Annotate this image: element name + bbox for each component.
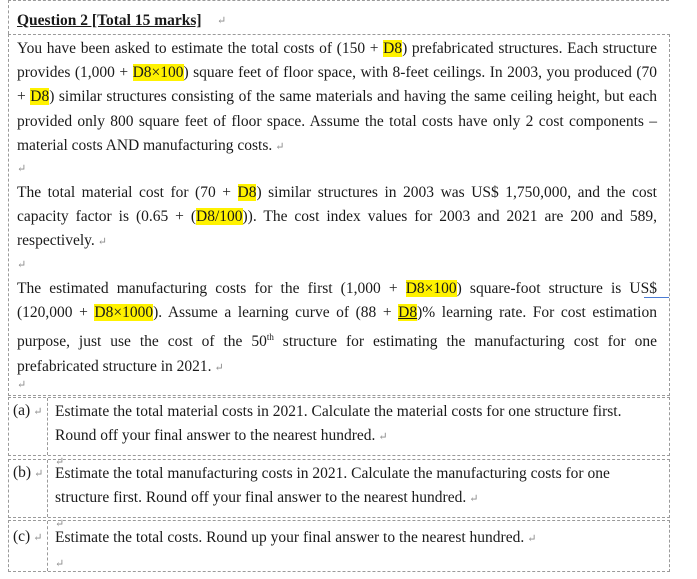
- question-c-row: [8, 520, 670, 572]
- question-b-label: (b) ↵: [13, 464, 44, 481]
- paragraph-3: The estimated manufacturing costs for the first (1,000 + D8×100) square-foot structure is US$ (120,000 + D8×1000). Assume a learning curve of (88 + D8)% learning rate. For cost estimation purpose, just use the cost of the 50th structure for estimating the manufacturing cost for one prefabricated structure in 2021. ↵: [17, 280, 657, 375]
- paragraph-mark-icon: ↵: [217, 15, 227, 27]
- paragraph-mark-icon: ↵: [214, 361, 224, 374]
- highlight-d8x1000: D8×1000: [94, 304, 154, 322]
- question-b-text: Estimate the total manufacturing costs in 2021. Calculate the manufacturing costs for one structure first. Round off your final answer to the nearest hundred. ↵ ↵: [55, 465, 610, 531]
- question-c-text: Estimate the total costs. Round up your final answer to the nearest hundred. ↵ ↵: [55, 529, 537, 571]
- highlight-d8: D8: [237, 184, 257, 201]
- highlight-d8x100: D8×100: [405, 280, 457, 297]
- highlight-d8: D8: [30, 88, 50, 106]
- question-b-row: [8, 459, 670, 531]
- question-body-cell: [8, 34, 670, 396]
- paragraph-mark-icon: ↵: [275, 140, 285, 153]
- paragraph-mark-icon: ↵: [97, 236, 107, 249]
- column-divider: [47, 521, 48, 571]
- paragraph-mark-icon: ↵: [378, 431, 388, 444]
- column-divider: [47, 460, 48, 517]
- highlight-d8-over-100: D8/100: [196, 208, 243, 226]
- paragraph-2: The total material cost for (70 + D8) similar structures in 2003 was US$ 1,750,000, and the cost capacity factor is (0.65 + (D8/100)). The cost index values for 2003 and 2021 are 200 and 589, respectively. ↵: [17, 184, 657, 250]
- question-a-row: [8, 397, 670, 469]
- question-a-text: Estimate the total material costs in 2021. Calculate the material costs for one structure first. Round off your final answer to the nearest hundred. ↵ ↵: [55, 403, 622, 469]
- paragraph-mark-icon: ↵: [55, 558, 65, 571]
- question-c-label: (c) ↵: [13, 528, 43, 545]
- paragraph-mark-icon: ↵: [469, 493, 479, 506]
- highlight-d8: D8: [398, 304, 418, 322]
- paragraph-mark-icon: ↵: [55, 456, 65, 469]
- highlight-d8x100: D8×100: [132, 64, 184, 82]
- paragraph-1: You have been asked to estimate the total costs of (150 + D8) prefabricated structures. Each structure provides (1,000 + D8×100) square feet of floor space, with 8-feet ceilings. In 2003, you produced (70 + D8) similar structures consisting of the same materials and having the same ceiling height, but each provided only 800 square feet of floor space. Assume the total costs have only 2 cost components – material costs AND manufacturing costs. ↵: [17, 40, 657, 154]
- document-page: [8, 0, 689, 579]
- paragraph-mark-icon: ↵: [527, 533, 537, 545]
- paragraph-mark-icon: ↵: [17, 163, 27, 175]
- question-header-cell: [8, 0, 669, 34]
- column-divider: [47, 398, 48, 455]
- paragraph-mark-icon: ↵: [55, 518, 65, 531]
- underline-marker: [644, 297, 669, 298]
- superscript-th: th: [266, 332, 274, 343]
- question-a-label: (a) ↵: [13, 402, 43, 419]
- highlight-d8: D8: [383, 40, 403, 57]
- question-title: Question 2 [Total 15 marks]: [17, 12, 202, 29]
- paragraph-mark-icon: ↵: [17, 379, 27, 391]
- paragraph-mark-icon: ↵: [17, 259, 27, 271]
